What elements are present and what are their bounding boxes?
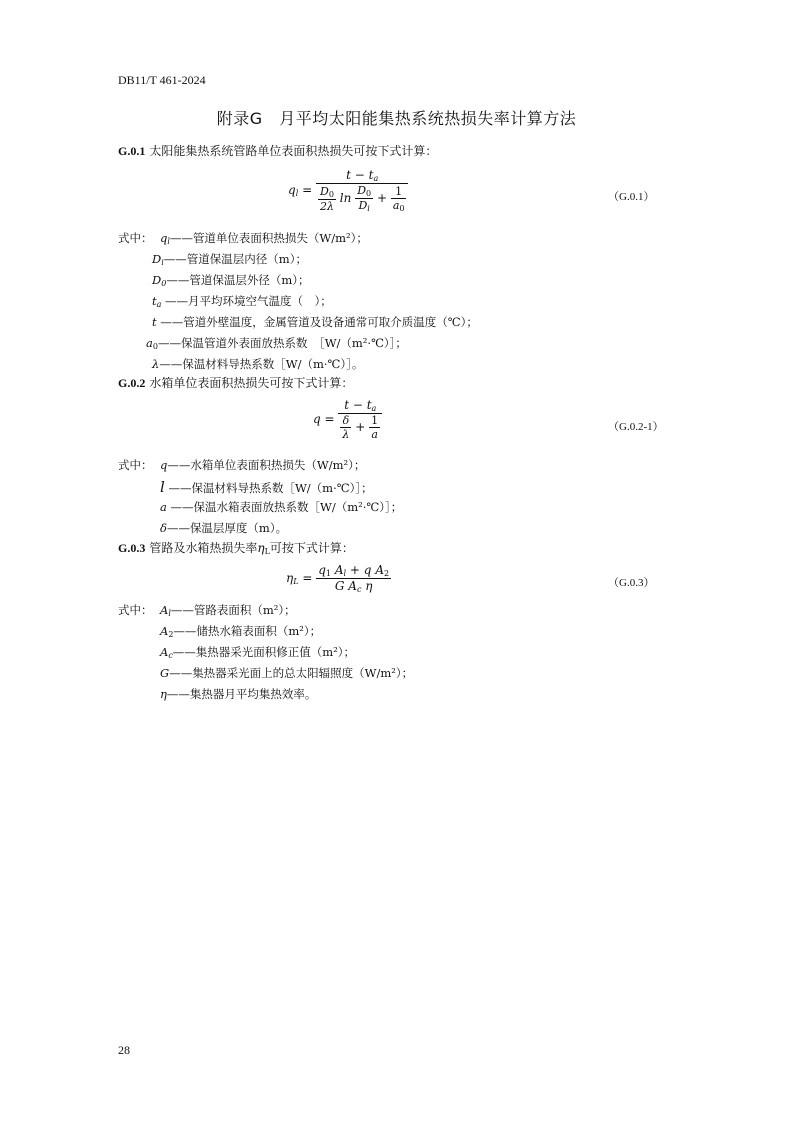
legend-item: $D_0——$管道保温层外径（m）； bbox=[152, 273, 310, 288]
eq-term: η bbox=[365, 579, 373, 593]
eq-term: λ bbox=[342, 428, 350, 441]
eq-term: D bbox=[358, 199, 368, 212]
section-text: 太阳能集热系统管路单位表面积热损失可按下式计算： bbox=[149, 144, 438, 158]
eq-term: q bbox=[363, 563, 372, 577]
legend-item: $A_l——$管路表面积（m²）； bbox=[160, 603, 296, 618]
eq-operator: = bbox=[324, 412, 335, 426]
eq-sub: i bbox=[367, 204, 370, 213]
eq-term: D bbox=[320, 184, 329, 198]
eq-sub: 0 bbox=[328, 189, 334, 199]
legend-item: $t_a$ ——月平均环境空气温度（ ）； bbox=[152, 294, 332, 309]
eq-term: t − t bbox=[344, 398, 372, 412]
section-number: G.0.2 bbox=[118, 376, 146, 390]
eq-term: G bbox=[334, 579, 345, 593]
legend-item: $q_l——$管道单位表面积热损失（W/m²）； bbox=[160, 231, 368, 246]
equation-g01 bbox=[288, 168, 408, 213]
eq-sub: a bbox=[371, 404, 377, 413]
section-number: G.0.3 bbox=[118, 541, 146, 555]
eq-operator: = bbox=[302, 571, 313, 585]
eq-sub: 0 bbox=[399, 203, 405, 213]
eq-term: A bbox=[348, 579, 357, 593]
legend-item: η——集热器月平均集热效率。 bbox=[160, 687, 317, 701]
legend-item: a ——保温水箱表面放热系数［W/（m²·℃）］； bbox=[160, 500, 403, 514]
equation-label-g01: （G.0.1） bbox=[608, 191, 655, 203]
eq-term: a bbox=[371, 428, 378, 441]
equation-g03 bbox=[286, 563, 391, 594]
legend-item: q——水箱单位表面积热损失（W/m²）； bbox=[160, 458, 366, 472]
eq-term: D bbox=[357, 184, 367, 197]
equation-label-g03: （G.0.3） bbox=[608, 577, 655, 589]
eq-sub: l bbox=[295, 189, 299, 198]
equation-g02 bbox=[313, 398, 382, 441]
eq-operator: + bbox=[349, 563, 360, 577]
legend-item: $A_2——$储热水箱表面积（m²）； bbox=[160, 624, 322, 639]
eq-term: q bbox=[318, 563, 326, 577]
legend-item: λ——保温材料导热系数［W/（m·℃）］。 bbox=[152, 357, 364, 371]
page-title: 附录G 月平均太阳能集热系统热损失率计算方法 bbox=[216, 109, 577, 128]
eq-term: 1 bbox=[371, 414, 379, 427]
eq-term: 2λ bbox=[319, 199, 334, 213]
section-text: 水箱单位表面积热损失可按下式计算： bbox=[149, 376, 354, 390]
standard-code: DB11/T 461-2024 bbox=[118, 73, 206, 87]
legend-intro: 式中： bbox=[118, 458, 153, 472]
eq-term: 1 bbox=[391, 185, 407, 199]
section-symbol: η bbox=[257, 541, 265, 555]
legend-intro: 式中： bbox=[118, 231, 153, 245]
eq-operator: + bbox=[355, 420, 366, 434]
legend-item: $A_c——$集热器采光面积修正值（m²）； bbox=[160, 645, 356, 660]
legend-item: G——集热器采光面上的总太阳辐照度（W/m²）； bbox=[160, 666, 414, 680]
legend-item: l ——保温材料导热系数［W/（m·℃）］； bbox=[160, 478, 373, 496]
section-g01-heading bbox=[118, 142, 437, 159]
section-g03-heading bbox=[118, 539, 354, 556]
eq-symbol: q bbox=[288, 183, 296, 197]
equation-fraction bbox=[316, 563, 391, 594]
eq-sub: 1 bbox=[325, 569, 332, 578]
eq-symbol: q bbox=[313, 412, 321, 426]
eq-term: t − t bbox=[346, 168, 374, 182]
section-text: 可按下式计算： bbox=[269, 541, 354, 555]
eq-sub: L bbox=[293, 577, 299, 586]
eq-term: A bbox=[334, 563, 344, 577]
eq-term: δ bbox=[340, 414, 351, 428]
eq-term: ln bbox=[339, 191, 352, 205]
equation-fraction bbox=[338, 398, 382, 441]
eq-term: A bbox=[375, 563, 384, 577]
eq-symbol: η bbox=[286, 571, 294, 585]
eq-sub: c bbox=[356, 585, 362, 594]
page-number: 28 bbox=[118, 1043, 130, 1057]
eq-sub: L bbox=[264, 547, 270, 556]
legend-item: $D_i——$管道保温层内径（m）； bbox=[152, 252, 307, 267]
equation-fraction bbox=[316, 168, 409, 213]
section-text: 管路及水箱热损失率 bbox=[149, 541, 258, 555]
eq-sub: 2 bbox=[383, 569, 390, 578]
eq-sub: 0 bbox=[366, 189, 372, 198]
eq-term: a bbox=[392, 198, 400, 212]
eq-sub: a bbox=[373, 174, 379, 183]
eq-sub: l bbox=[343, 569, 347, 578]
eq-operator: + bbox=[376, 191, 387, 205]
legend-item: t ——管道外壁温度，金属管道及设备通常可取介质温度（℃）； bbox=[152, 315, 478, 329]
legend-item: δ——保温层厚度（m）。 bbox=[160, 521, 288, 535]
equation-label-g02: （G.0.2-1） bbox=[608, 421, 664, 433]
section-number: G.0.1 bbox=[118, 144, 146, 158]
section-g02-heading bbox=[118, 374, 353, 391]
eq-operator: = bbox=[302, 183, 313, 197]
legend-intro: 式中： bbox=[118, 603, 153, 617]
legend-item: $a_0——$保温管道外表面放热系数 ［W/（m²·℃）］； bbox=[146, 336, 407, 351]
